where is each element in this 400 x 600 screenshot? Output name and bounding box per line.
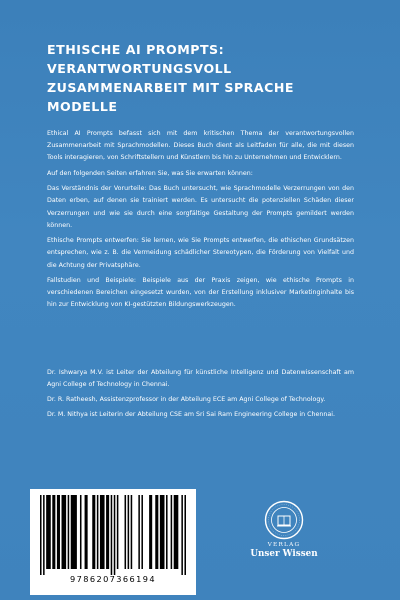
barcode-bar <box>125 495 127 569</box>
barcode-bar <box>166 495 168 569</box>
publisher-name: Unser Wissen <box>250 549 318 559</box>
barcode-bar <box>71 495 77 569</box>
barcode <box>38 495 188 575</box>
title-line: ETHISCHE AI PROMPTS: <box>47 42 225 57</box>
barcode-bar <box>138 495 140 569</box>
title-line: VERANTWORTUNGSVOLL <box>47 61 232 76</box>
blurb-paragraph: Auf den folgenden Seiten erfahren Sie, was Sie erwarten können: <box>47 169 253 177</box>
barcode-bar <box>80 495 82 569</box>
barcode-bar <box>97 495 99 569</box>
publisher-label: VERLAG <box>267 542 301 548</box>
barcode-bar <box>106 495 109 569</box>
barcode-bar <box>131 495 133 569</box>
barcode-bar <box>68 495 70 569</box>
barcode-bar <box>155 495 158 569</box>
blurb-paragraph: Das Verständnis der Vorurteile: Das Buch untersucht, wie Sprachmodelle Verzerrungen von den Daten erben, auf denen sie trainiert werden. Es untersucht die potenziellen Schäden dieser Verzerrungen und wie sie durch eine sorgfältige Gestaltung der Prompts gemildert werden können. <box>47 185 354 229</box>
author-bio: Dr. M. Nithya ist Leiterin der Abteilung CSE am Sri Sai Ram Engineering College in Chennai. <box>47 410 336 418</box>
publisher-logo <box>244 500 324 566</box>
barcode-bar <box>117 495 119 569</box>
barcode-bar <box>111 495 113 575</box>
barcode-bar <box>114 495 116 575</box>
author-bios <box>47 367 354 424</box>
barcode-bar <box>62 495 67 569</box>
blurb <box>47 128 354 315</box>
book-title <box>47 40 367 116</box>
barcode-bar <box>174 495 179 569</box>
barcode-bar <box>141 495 143 569</box>
author-bio: Dr. R. Ratheesh, Assistenzprofessor in der Abteilung ECE am Agni College of Technology. <box>47 396 326 403</box>
title-line: ZUSAMMENARBEIT MIT SPRACHE <box>47 80 295 95</box>
isbn-number: 9786207366194 <box>70 574 156 584</box>
publisher-seal-icon <box>264 500 304 540</box>
barcode-bar <box>52 495 55 569</box>
barcode-bar <box>128 495 130 569</box>
blurb-paragraph: Ethical AI Prompts befasst sich mit dem kritischen Thema der verantwortungsvollen Zusammenarbeit mit Sprachmodellen. Dieses Buch dient als Leitfaden für alle, die mit diesen Tools interagieren, von Schriftstellern und Künstlern bis hin zu Unternehmen und Entwicklern. <box>47 130 354 162</box>
blurb-paragraph: Ethische Prompts entwerfen: Sie lernen, wie Sie Prompts entwerfen, die ethischen Grundsätzen entsprechen, wie z. B. die Vermeidung schädlicher Stereotypen, die Förderung von Vielfalt und die Achtung der Privatsphäre. <box>47 237 354 269</box>
barcode-bar <box>100 495 105 569</box>
barcode-label <box>30 489 196 595</box>
barcode-bar <box>85 495 88 569</box>
barcode-bar <box>181 495 183 575</box>
barcode-bar <box>43 495 45 575</box>
barcode-bar <box>171 495 173 569</box>
barcode-bar <box>57 495 60 569</box>
barcode-bar <box>92 495 95 569</box>
barcode-bar <box>40 495 42 575</box>
barcode-bar <box>160 495 165 569</box>
barcode-bar <box>149 495 152 569</box>
barcode-bar <box>184 495 186 575</box>
blurb-paragraph: Fallstudien und Beispiele: Beispiele aus der Praxis zeigen, wie ethische Prompts in verschiedenen Bereichen eingesetzt wurden, von der Erstellung inklusiver Marketinginhalte bis hin zur Entwicklung von KI-gestützten Bildungswerkzeugen. <box>47 276 354 309</box>
title-line: MODELLE <box>47 99 118 114</box>
author-bio: Dr. Ishwarya M.V. ist Leiter der Abteilung für künstliche Intelligenz und Datenwissenschaft am Agni College of Technology in Chennai. <box>47 369 354 389</box>
barcode-bar <box>46 495 51 569</box>
